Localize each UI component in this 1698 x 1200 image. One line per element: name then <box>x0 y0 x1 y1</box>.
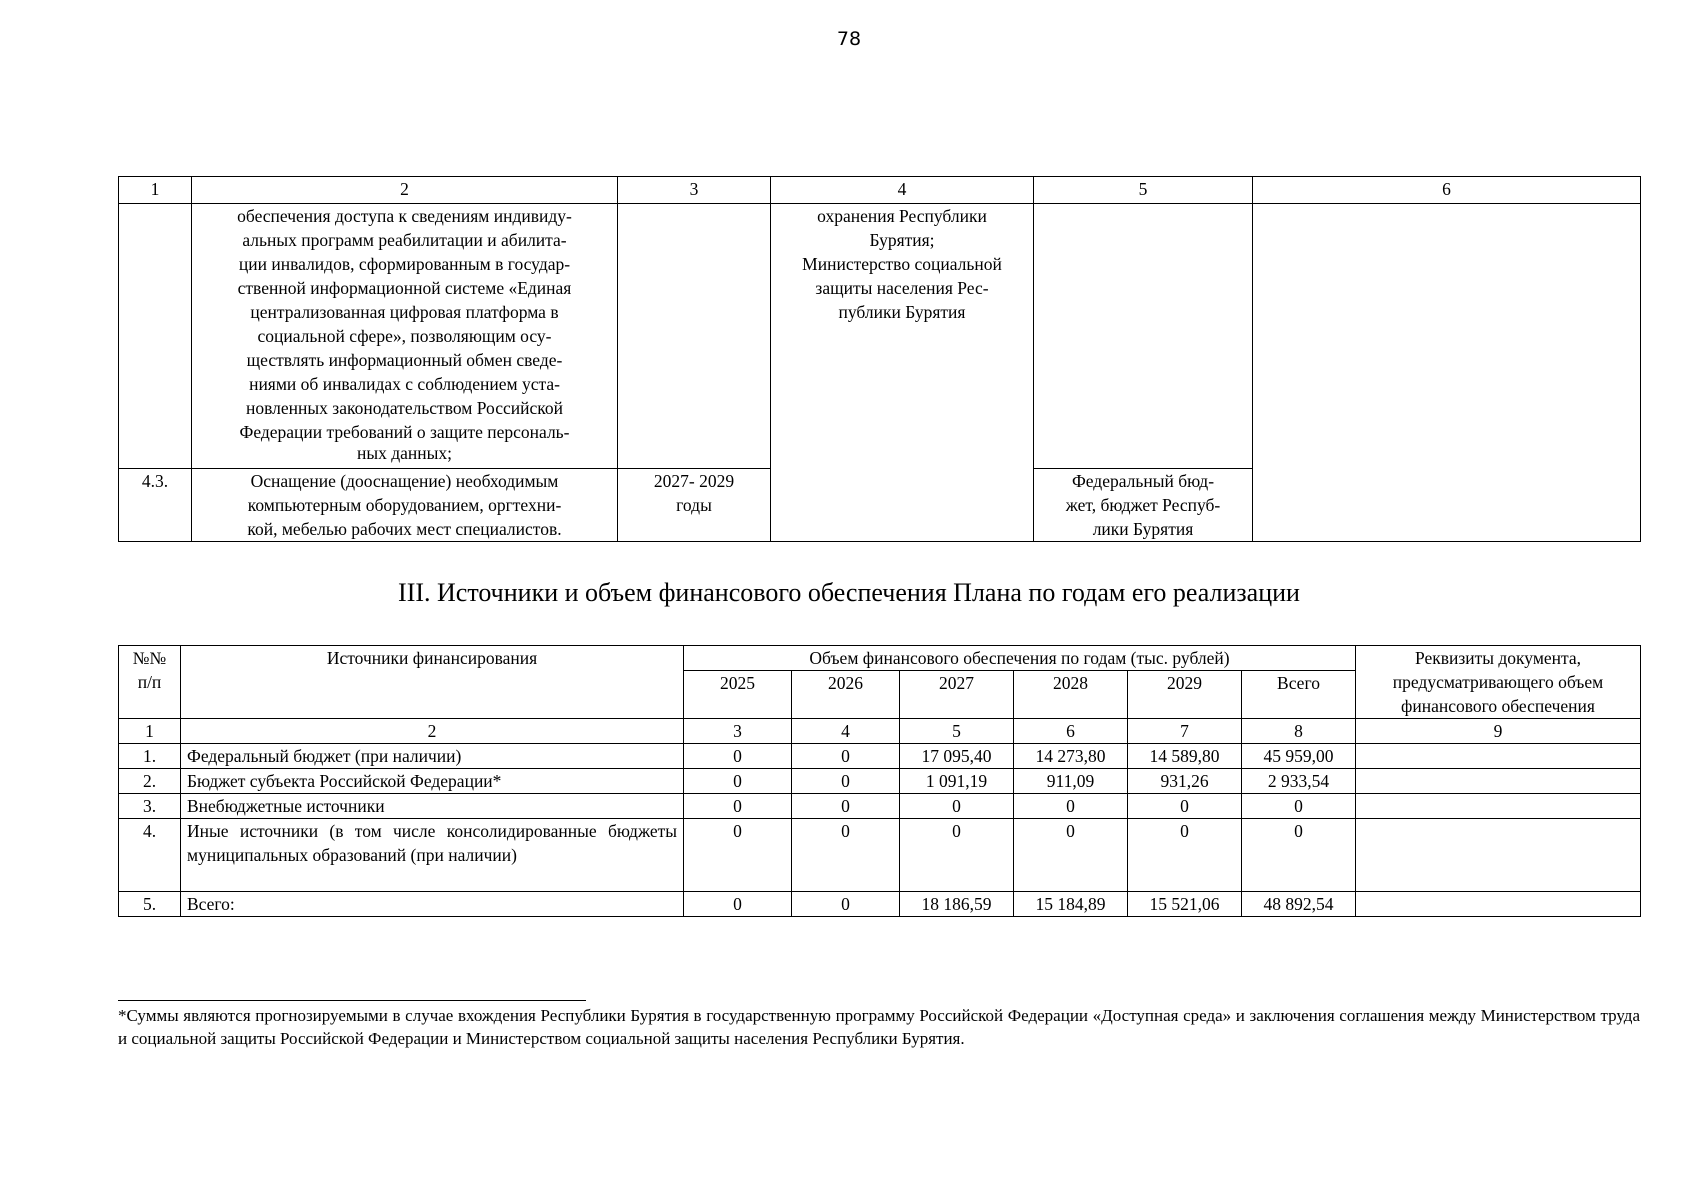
text-line: Бурятия; <box>869 230 935 250</box>
text-line: Реквизиты документа, <box>1414 648 1582 668</box>
source-name: Всего: <box>181 892 684 917</box>
text-line: альных программ реабилитации и абилита- <box>242 230 567 250</box>
requisites-cell <box>1356 794 1641 819</box>
table-row <box>119 892 1641 917</box>
value-cell: 0 <box>792 794 900 819</box>
total-cell: 0 <box>1242 819 1356 892</box>
text-line: финансового обеспечения <box>1401 696 1595 716</box>
value-cell: 911,09 <box>1014 769 1128 794</box>
footnote-separator <box>118 1000 586 1001</box>
table-row <box>119 819 1641 892</box>
value-cell: 931,26 <box>1128 769 1242 794</box>
value-cell: 0 <box>792 769 900 794</box>
value-cell: 14 589,80 <box>1128 744 1242 769</box>
total-cell: 0 <box>1242 794 1356 819</box>
text-line: компьютерным оборудованием, оргтехни- <box>247 495 562 515</box>
value-cell: 0 <box>684 892 792 917</box>
column-number: 1 <box>119 177 192 204</box>
measure-description <box>192 204 618 469</box>
executor-cell <box>771 204 1034 469</box>
value-cell: 17 095,40 <box>900 744 1014 769</box>
table-row <box>119 204 1641 469</box>
row-number: 4. <box>119 819 181 892</box>
column-number: 3 <box>684 719 792 744</box>
text-line: кой, мебелью рабочих мест специалистов. <box>247 519 562 539</box>
column-number: 3 <box>618 177 771 204</box>
row-number: 5. <box>119 892 181 917</box>
value-cell: 0 <box>684 819 792 892</box>
value-cell: 0 <box>900 819 1014 892</box>
header-source: Источники финансирования <box>181 646 684 719</box>
text-line: защиты населения Рес- <box>815 278 989 298</box>
text-line: лики Бурятия <box>1092 519 1194 539</box>
text-line: ных данных; <box>356 443 453 463</box>
source-name: Внебюджетные источники <box>181 794 684 819</box>
value-cell: 0 <box>684 744 792 769</box>
text-line: публики Бурятия <box>838 302 966 322</box>
value-cell: 0 <box>684 769 792 794</box>
year-header: 2027 <box>900 671 1014 719</box>
source-name: Бюджет субъекта Российской Федерации* <box>181 769 684 794</box>
table-row <box>119 794 1641 819</box>
table-row <box>119 769 1641 794</box>
year-header: 2029 <box>1128 671 1242 719</box>
header-number <box>119 646 181 719</box>
column-number: 9 <box>1356 719 1641 744</box>
column-number: 5 <box>1034 177 1253 204</box>
column-number: 2 <box>181 719 684 744</box>
page-number: 78 <box>836 28 862 50</box>
table-row <box>119 469 1641 542</box>
row-number <box>119 204 192 469</box>
text-line: Министерство социальной <box>802 254 1002 274</box>
row-number: 3. <box>119 794 181 819</box>
column-number: 5 <box>900 719 1014 744</box>
total-cell: 2 933,54 <box>1242 769 1356 794</box>
plan-continuation-table <box>118 176 1641 542</box>
requisites-cell <box>1356 769 1641 794</box>
value-cell: 15 184,89 <box>1014 892 1128 917</box>
value-cell: 0 <box>1014 819 1128 892</box>
text-line: ниями об инвалидах с соблюдением уста- <box>249 374 560 394</box>
source-cell <box>1034 469 1253 542</box>
source-name: Иные источники (в том числе консолидированные бюджеты муниципальных образований (при наличии) <box>181 819 684 892</box>
text-line: п/п <box>137 672 162 692</box>
column-number: 4 <box>771 177 1034 204</box>
row-number: 1. <box>119 744 181 769</box>
source-cell <box>1034 204 1253 469</box>
text-line: Федеральный бюд- <box>1071 471 1215 491</box>
text-line: охранения Республики <box>817 206 987 226</box>
table-row <box>119 744 1641 769</box>
year-header: 2025 <box>684 671 792 719</box>
value-cell: 0 <box>792 892 900 917</box>
column-number: 6 <box>1014 719 1128 744</box>
period-cell <box>618 469 771 542</box>
requisites-cell <box>1356 819 1641 892</box>
text-line: централизованная цифровая платформа в <box>250 302 559 322</box>
total-header: Всего <box>1242 671 1356 719</box>
text-line: жет, бюджет Респуб- <box>1065 495 1221 515</box>
header-row <box>119 646 1641 671</box>
text-line: ственной информационной системе «Единая <box>237 278 572 298</box>
text-line: новленных законодательством Российской <box>246 398 563 418</box>
row-number: 4.3. <box>119 469 192 542</box>
value-cell: 0 <box>792 744 900 769</box>
measure-description <box>192 469 618 542</box>
text-line: Федерации требований о защите персональ- <box>239 422 570 442</box>
period-cell <box>618 204 771 469</box>
value-cell: 0 <box>1128 819 1242 892</box>
column-number: 2 <box>192 177 618 204</box>
text-line: обеспечения доступа к сведениям индивиду- <box>237 206 572 226</box>
footnote: *Суммы являются прогнозируемыми в случае вхождения Республики Бурятия в государственную программу Российской Федерации «Доступная среда» и заключения соглашения между Министерством труда и социальной защиты Российской Федерации и Министерством социальной защиты населения Республики Бурятия. <box>118 1006 1640 1048</box>
text-line: №№ <box>132 648 167 668</box>
financing-table <box>118 645 1641 917</box>
text-line: годы <box>676 495 712 515</box>
column-number: 1 <box>119 719 181 744</box>
text-line: ществлять информационный обмен сведе- <box>246 350 563 370</box>
text-line: социальной сфере», позволяющим осу- <box>257 326 552 346</box>
value-cell: 0 <box>1014 794 1128 819</box>
header-requisites <box>1356 646 1641 719</box>
year-header: 2028 <box>1014 671 1128 719</box>
row-number: 2. <box>119 769 181 794</box>
value-cell: 15 521,06 <box>1128 892 1242 917</box>
text-line: ции инвалидов, сформированным в государ- <box>238 254 571 274</box>
column-number-row <box>119 177 1641 204</box>
text-line: 2027- 2029 <box>653 471 735 491</box>
requisites-cell <box>1356 744 1641 769</box>
requisites-cell <box>1356 892 1641 917</box>
value-cell: 0 <box>684 794 792 819</box>
value-cell: 1 091,19 <box>900 769 1014 794</box>
column-number: 8 <box>1242 719 1356 744</box>
source-name: Федеральный бюджет (при наличии) <box>181 744 684 769</box>
total-cell: 48 892,54 <box>1242 892 1356 917</box>
total-cell: 45 959,00 <box>1242 744 1356 769</box>
value-cell: 0 <box>792 819 900 892</box>
column-number: 7 <box>1128 719 1242 744</box>
executor-cell <box>771 469 1034 542</box>
value-cell: 0 <box>900 794 1014 819</box>
value-cell: 18 186,59 <box>900 892 1014 917</box>
section-title: III. Источники и объем финансового обеспечения Плана по годам его реализации <box>398 578 1300 607</box>
result-cell <box>1253 469 1641 542</box>
header-volume: Объем финансового обеспечения по годам (тыс. рублей) <box>684 646 1356 671</box>
column-number: 4 <box>792 719 900 744</box>
result-cell <box>1253 204 1641 469</box>
text-line: предусматривающего объем <box>1392 672 1604 692</box>
year-header: 2026 <box>792 671 900 719</box>
value-cell: 14 273,80 <box>1014 744 1128 769</box>
value-cell: 0 <box>1128 794 1242 819</box>
column-number-row <box>119 719 1641 744</box>
text-line: Оснащение (дооснащение) необходимым <box>250 471 559 491</box>
column-number: 6 <box>1253 177 1641 204</box>
